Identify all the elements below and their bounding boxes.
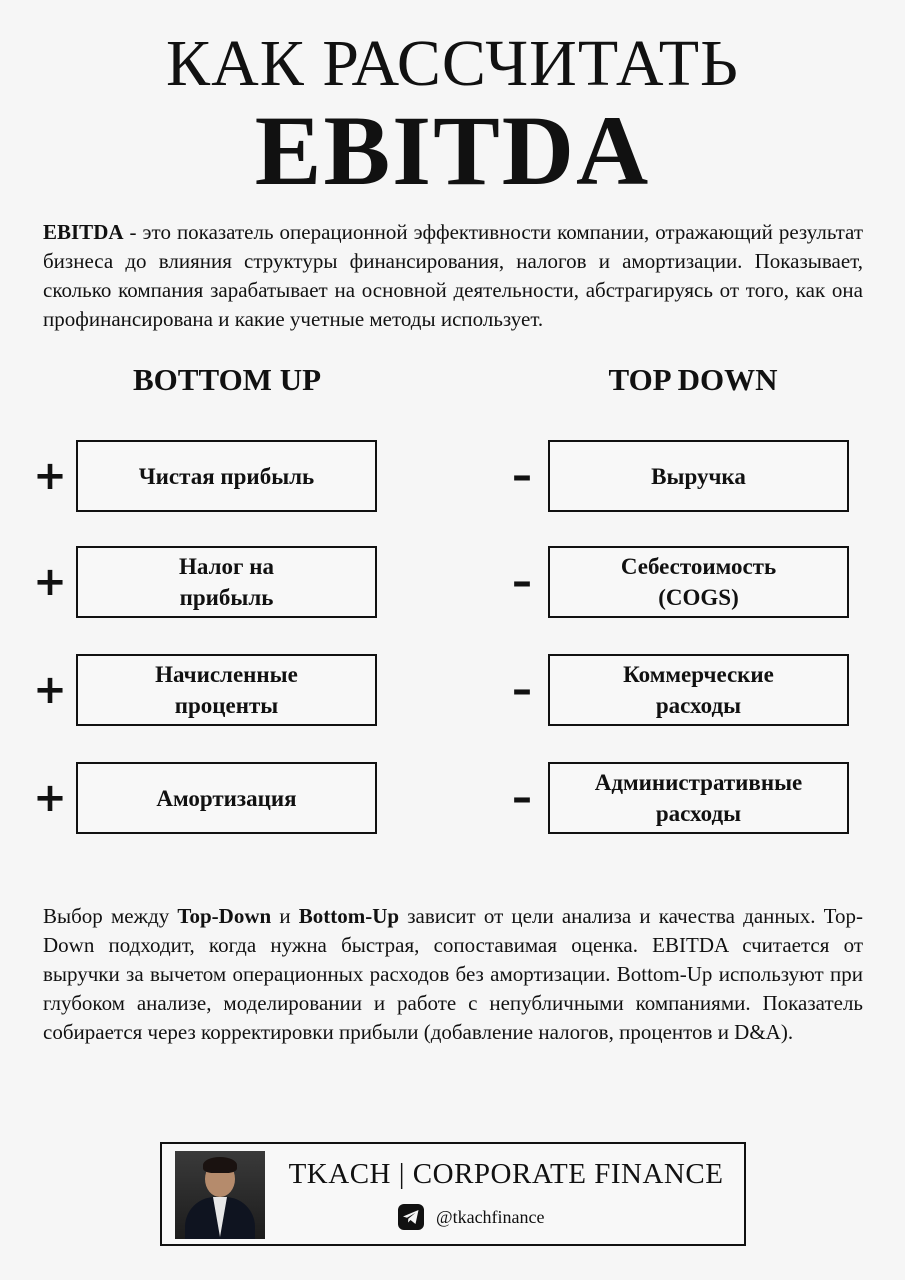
outro-text-1: Выбор между (43, 904, 178, 928)
minus-sign: – (512, 453, 532, 499)
minus-sign: – (512, 559, 532, 605)
outro-text-3: зависит от цели анализа и качества данных. Top-Down подходит, когда нужна быстрая, сопоставимая оценка. EBITDA считается от выручки за вычетом операционных расходов без амортизации. Bottom-Up используют при глубоком анализе, моделировании и работе с непубличными компаниями. Показатель собирается через корректировки прибыли (добавление налогов, процентов и D&A). (43, 904, 863, 1044)
bottom-up-item-income-tax: Налог на прибыль (76, 546, 377, 618)
title-line-2: EBITDA (254, 95, 651, 206)
avatar (175, 1151, 265, 1239)
outro-bold-bottom-up: Bottom-Up (298, 904, 400, 928)
title-line-1: КАК РАССЧИТАТЬ (166, 27, 739, 100)
intro-term: EBITDA (43, 220, 124, 244)
top-down-item-cogs: Себестоимость (COGS) (548, 546, 849, 618)
minus-sign: – (512, 775, 532, 821)
outro-bold-top-down: Top-Down (177, 904, 272, 928)
top-down-item-revenue: Выручка (548, 440, 849, 512)
plus-sign: + (33, 775, 67, 821)
telegram-icon (398, 1204, 424, 1230)
plus-sign: + (33, 559, 67, 605)
telegram-handle[interactable]: @tkachfinance (436, 1206, 545, 1227)
author-footer (160, 1142, 746, 1246)
intro-text: - это показатель операционной эффективности компании, отражающий результат бизнеса до влияния структуры финансирования, налогов и амортизации. Показывает, сколько компания зарабатывает на основной деятельности, абстрагируясь от того, как она профинансирована и какие учетные методы использует. (43, 220, 863, 331)
intro-paragraph (43, 218, 863, 334)
telegram-link[interactable] (398, 1204, 545, 1230)
top-down-item-admin-expenses: Административные расходы (548, 762, 849, 834)
brand-name: TKACH | CORPORATE FINANCE (288, 1158, 724, 1190)
top-down-heading: TOP DOWN (608, 362, 778, 397)
top-down-item-selling-expenses: Коммерческие расходы (548, 654, 849, 726)
bottom-up-item-amortization: Амортизация (76, 762, 377, 834)
bottom-up-item-net-income: Чистая прибыль (76, 440, 377, 512)
minus-sign: – (512, 667, 532, 713)
outro-text-2: и (271, 904, 299, 928)
bottom-up-heading: BOTTOM UP (132, 362, 322, 397)
plus-sign: + (33, 453, 67, 499)
bottom-up-item-interest: Начисленные проценты (76, 654, 377, 726)
plus-sign: + (33, 667, 67, 713)
outro-paragraph (43, 902, 863, 1047)
